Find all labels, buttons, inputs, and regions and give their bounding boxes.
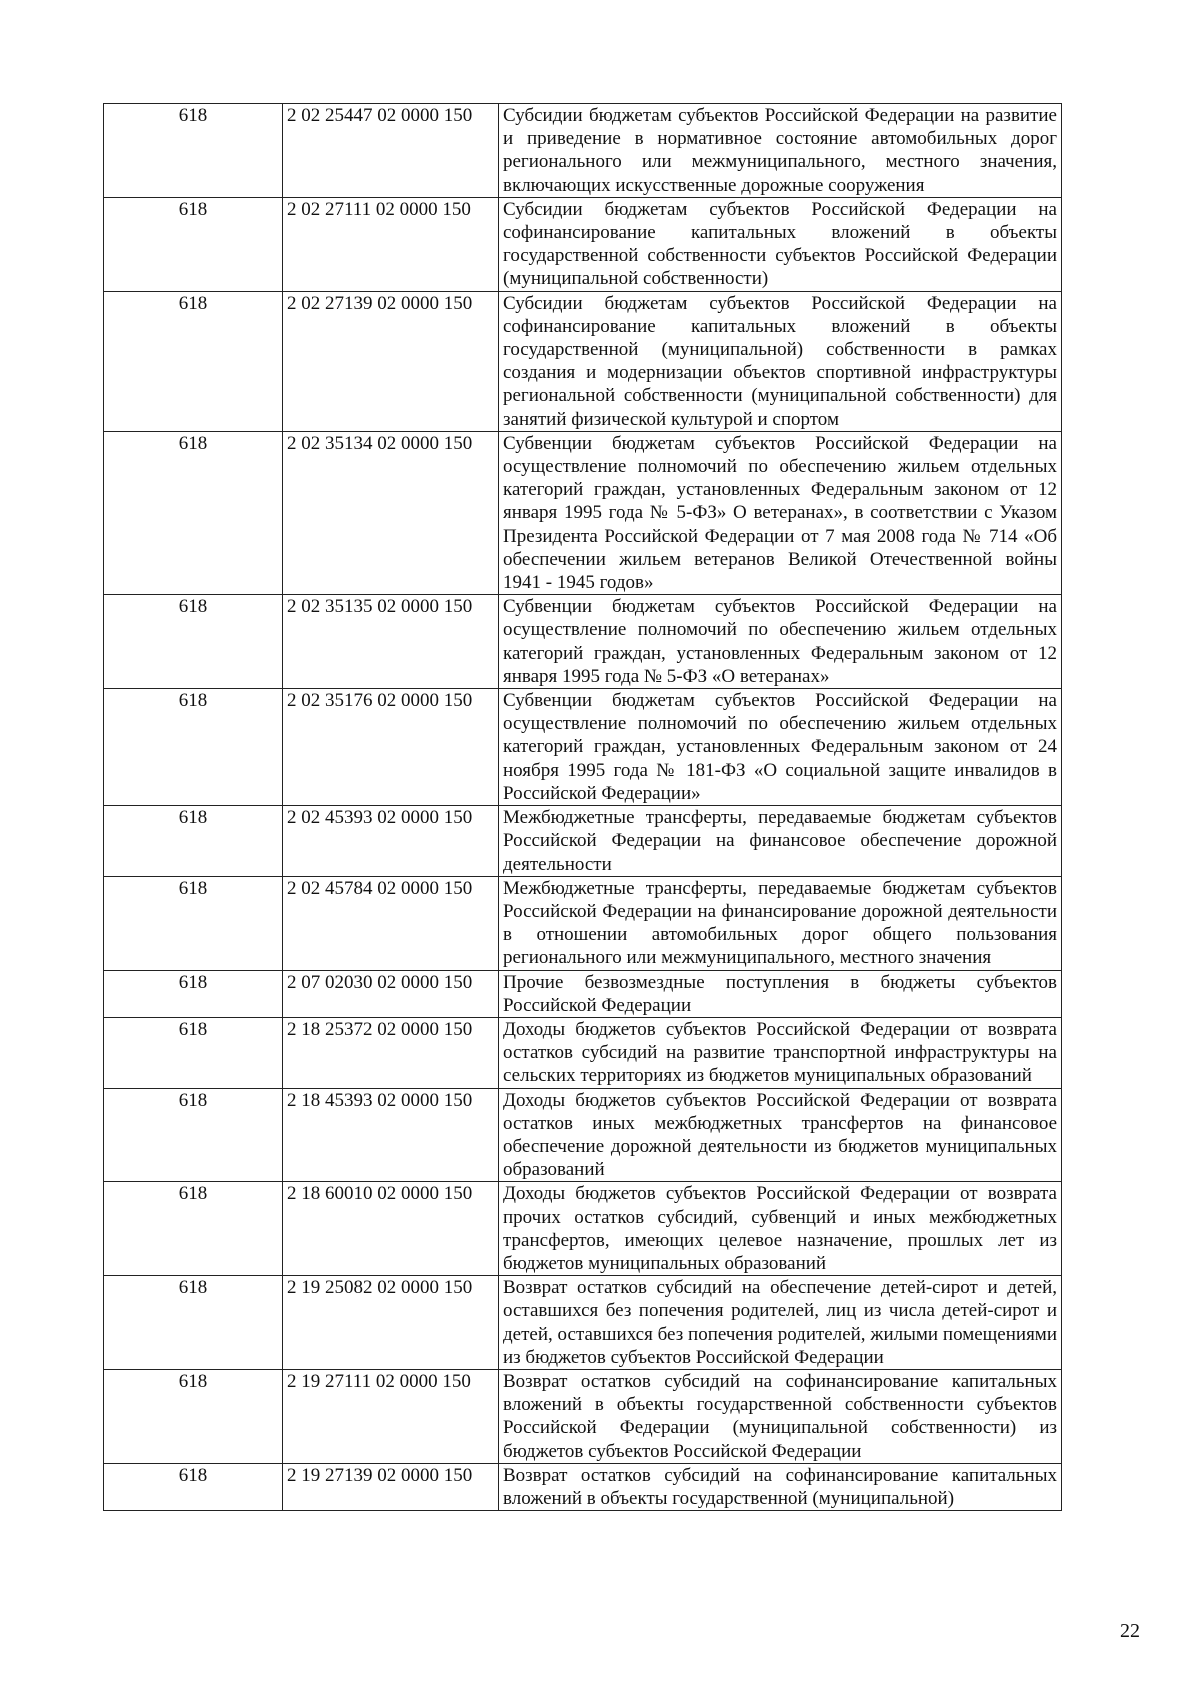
budget-code-cell: 2 02 27111 02 0000 150 <box>283 197 499 291</box>
table-row <box>104 104 1062 198</box>
description-cell: Прочие безвозмездные поступления в бюджеты субъектов Российской Федерации <box>499 970 1062 1017</box>
table-row <box>104 595 1062 689</box>
admin-code-cell: 618 <box>104 1463 283 1510</box>
admin-code-cell: 618 <box>104 431 283 594</box>
admin-code-cell: 618 <box>104 1182 283 1276</box>
description-cell: Доходы бюджетов субъектов Российской Федерации от возврата остатков субсидий на развитие транспортной инфраструктуры на сельских территориях из бюджетов муниципальных образований <box>499 1017 1062 1088</box>
description-cell: Субсидии бюджетам субъектов Российской Федерации на развитие и приведение в нормативное состояние автомобильных дорог регионального или межмуниципального, местного значения, включающих искусственные дорожные сооружения <box>499 104 1062 198</box>
page-number: 22 <box>1120 1620 1140 1642</box>
description-cell: Субвенции бюджетам субъектов Российской Федерации на осуществление полномочий по обеспечению жильем отдельных категорий граждан, установленных Федеральным законом от 12 января 1995 года № 5-ФЗ» О ветеранах», в соответствии с Указом Президента Российской Федерации от 7 мая 2008 года № 714 «Об обеспечении жильем ветеранов Великой Отечественной войны 1941 - 1945 годов» <box>499 431 1062 594</box>
budget-code-cell: 2 02 25447 02 0000 150 <box>283 104 499 198</box>
table-row <box>104 1463 1062 1510</box>
admin-code-cell: 618 <box>104 1088 283 1182</box>
table-row <box>104 1369 1062 1463</box>
budget-code-cell: 2 18 45393 02 0000 150 <box>283 1088 499 1182</box>
admin-code-cell: 618 <box>104 291 283 431</box>
budget-code-cell: 2 02 35135 02 0000 150 <box>283 595 499 689</box>
revenue-codes-table <box>103 103 1062 1511</box>
admin-code-cell: 618 <box>104 970 283 1017</box>
budget-code-cell: 2 19 27111 02 0000 150 <box>283 1369 499 1463</box>
description-cell: Доходы бюджетов субъектов Российской Федерации от возврата прочих остатков субсидий, субвенций и иных межбюджетных трансфертов, имеющих целевое назначение, прошлых лет из бюджетов муниципальных образований <box>499 1182 1062 1276</box>
table-row <box>104 291 1062 431</box>
admin-code-cell: 618 <box>104 595 283 689</box>
description-cell: Возврат остатков субсидий на софинансирование капитальных вложений в объекты государственной собственности субъектов Российской Федерации (муниципальной собственности) из бюджетов субъектов Российской Федерации <box>499 1369 1062 1463</box>
description-cell: Возврат остатков субсидий на обеспечение детей-сирот и детей, оставшихся без попечения родителей, лиц из числа детей-сирот и детей, оставшихся без попечения родителей, жилыми помещениями из бюджетов субъектов Российской Федерации <box>499 1276 1062 1370</box>
description-cell: Доходы бюджетов субъектов Российской Федерации от возврата остатков иных межбюджетных трансфертов на финансовое обеспечение дорожной деятельности из бюджетов муниципальных образований <box>499 1088 1062 1182</box>
table-row <box>104 806 1062 877</box>
admin-code-cell: 618 <box>104 197 283 291</box>
budget-code-cell: 2 02 35176 02 0000 150 <box>283 689 499 806</box>
admin-code-cell: 618 <box>104 876 283 970</box>
budget-code-cell: 2 02 35134 02 0000 150 <box>283 431 499 594</box>
description-cell: Возврат остатков субсидий на софинансирование капитальных вложений в объекты государственной (муниципальной) <box>499 1463 1062 1510</box>
table-row <box>104 1276 1062 1370</box>
admin-code-cell: 618 <box>104 104 283 198</box>
table-row <box>104 197 1062 291</box>
description-cell: Субвенции бюджетам субъектов Российской Федерации на осуществление полномочий по обеспечению жильем отдельных категорий граждан, установленных Федеральным законом от 24 ноября 1995 года № 181-ФЗ «О социальной защите инвалидов в Российской Федерации» <box>499 689 1062 806</box>
budget-code-cell: 2 02 45784 02 0000 150 <box>283 876 499 970</box>
budget-code-cell: 2 18 25372 02 0000 150 <box>283 1017 499 1088</box>
description-cell: Межбюджетные трансферты, передаваемые бюджетам субъектов Российской Федерации на финансовое обеспечение дорожной деятельности <box>499 806 1062 877</box>
admin-code-cell: 618 <box>104 689 283 806</box>
table-row <box>104 970 1062 1017</box>
budget-code-cell: 2 02 27139 02 0000 150 <box>283 291 499 431</box>
admin-code-cell: 618 <box>104 1276 283 1370</box>
budget-code-cell: 2 02 45393 02 0000 150 <box>283 806 499 877</box>
table-row <box>104 1017 1062 1088</box>
table-row <box>104 1088 1062 1182</box>
admin-code-cell: 618 <box>104 1017 283 1088</box>
budget-code-cell: 2 18 60010 02 0000 150 <box>283 1182 499 1276</box>
budget-code-cell: 2 19 25082 02 0000 150 <box>283 1276 499 1370</box>
description-cell: Субсидии бюджетам субъектов Российской Федерации на софинансирование капитальных вложений в объекты государственной (муниципальной) собственности в рамках создания и модернизации объектов спортивной инфраструктуры региональной собственности (муниципальной собственности) для занятий физической культурой и спортом <box>499 291 1062 431</box>
admin-code-cell: 618 <box>104 1369 283 1463</box>
table-row <box>104 689 1062 806</box>
table-row <box>104 1182 1062 1276</box>
table-row <box>104 876 1062 970</box>
table-row <box>104 431 1062 594</box>
budget-code-cell: 2 07 02030 02 0000 150 <box>283 970 499 1017</box>
description-cell: Межбюджетные трансферты, передаваемые бюджетам субъектов Российской Федерации на финансирование дорожной деятельности в отношении автомобильных дорог общего пользования регионального или межмуниципального, местного значения <box>499 876 1062 970</box>
description-cell: Субвенции бюджетам субъектов Российской Федерации на осуществление полномочий по обеспечению жильем отдельных категорий граждан, установленных Федеральным законом от 12 января 1995 года № 5-ФЗ «О ветеранах» <box>499 595 1062 689</box>
description-cell: Субсидии бюджетам субъектов Российской Федерации на софинансирование капитальных вложений в объекты государственной собственности субъектов Российской Федерации (муниципальной собственности) <box>499 197 1062 291</box>
budget-code-cell: 2 19 27139 02 0000 150 <box>283 1463 499 1510</box>
admin-code-cell: 618 <box>104 806 283 877</box>
